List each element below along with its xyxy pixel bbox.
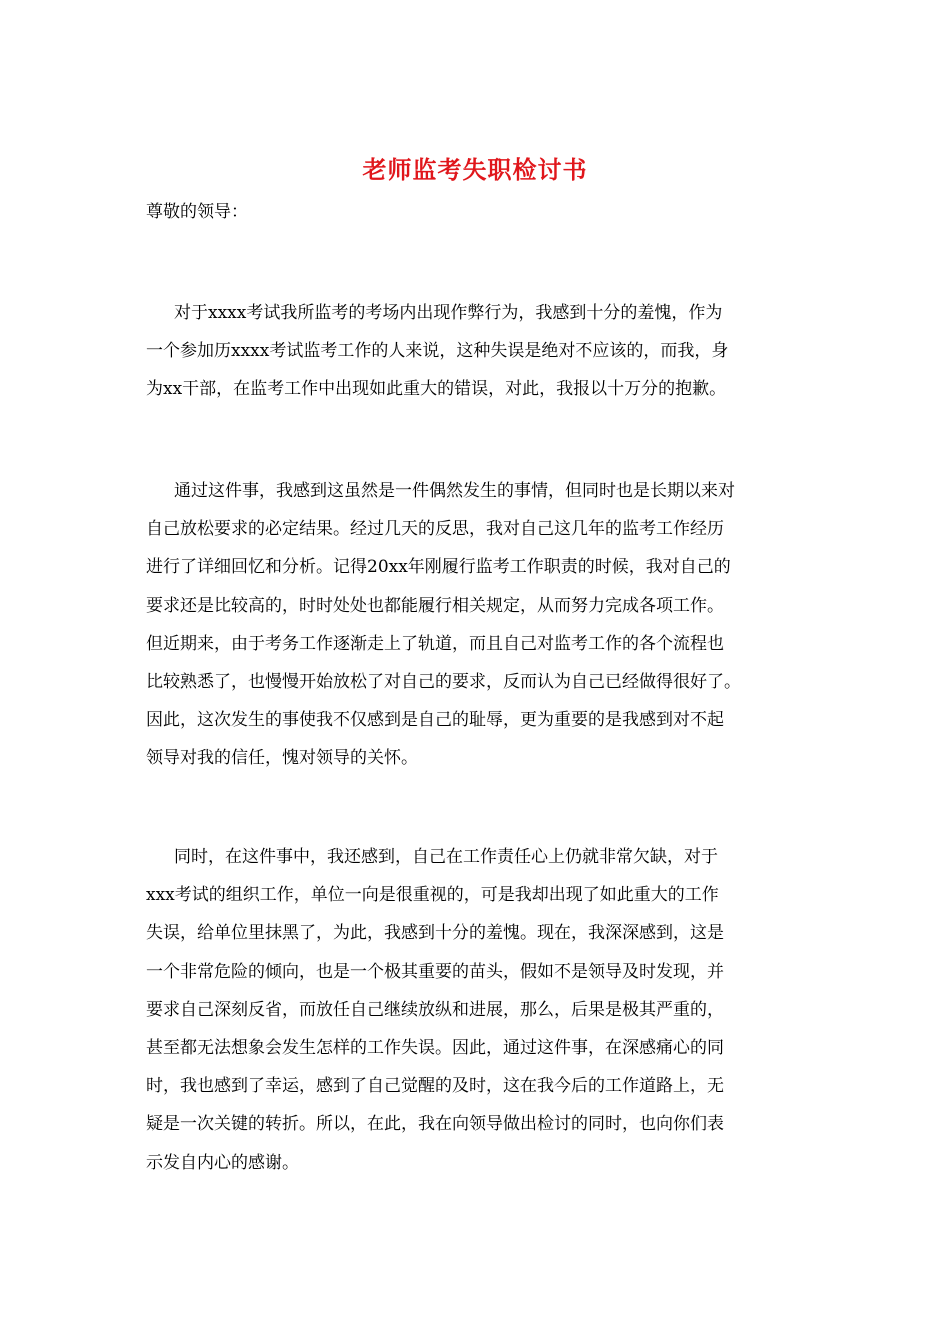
document-title: 老师监考失职检讨书 <box>362 155 588 184</box>
paragraph-line: 一个非常危险的倾向，也是一个极其重要的苗头，假如不是领导及时发现，并 <box>146 961 724 982</box>
paragraph-line: 同时，在这件事中，我还感到，自己在工作责任心上仍就非常欠缺，对于 <box>174 847 718 867</box>
paragraph-line: 为xx干部，在监考工作中出现如此重大的错误，对此，我报以十万分的抱歉。 <box>146 379 727 400</box>
paragraph-line: 甚至都无法想象会发生怎样的工作失误。因此，通过这件事，在深感痛心的同 <box>146 1038 724 1059</box>
paragraph-line: 一个参加历xxxx考试监考工作的人来说，这种失误是绝对不应该的，而我，身 <box>146 341 729 362</box>
paragraph-line: 要求自己深刻反省，而放任自己继续放纵和进展，那么，后果是极其严重的， <box>146 999 724 1020</box>
paragraph-line: 失误，给单位里抹黑了，为此，我感到十分的羞愧。现在，我深深感到，这是 <box>146 923 724 944</box>
paragraph-line: 因此，这次发生的事使我不仅感到是自己的耻辱，更为重要的是我感到对不起 <box>146 710 724 731</box>
paragraph-line: 进行了详细回忆和分析。记得20xx年刚履行监考工作职责的时候，我对自己的 <box>146 557 731 578</box>
paragraph-line: xxx考试的组织工作，单位一向是很重视的，可是我却出现了如此重大的工作 <box>146 885 719 906</box>
paragraph-line: 时，我也感到了幸运，感到了自己觉醒的及时，这在我今后的工作道路上，无 <box>146 1076 724 1097</box>
paragraph-line: 对于xxxx考试我所监考的考场内出现作弊行为，我感到十分的羞愧，作为 <box>174 303 723 323</box>
salutation: 尊敬的领导： <box>146 202 248 222</box>
paragraph-line: 示发自内心的感谢。 <box>146 1152 299 1173</box>
paragraph-1 <box>146 294 806 409</box>
paragraph-line: 但近期来，由于考务工作逐渐走上了轨道，而且自己对监考工作的各个流程也 <box>146 633 724 654</box>
paragraph-line: 疑是一次关键的转折。所以，在此，我在向领导做出检讨的同时，也向你们表 <box>146 1114 724 1135</box>
paragraph-line: 领导对我的信任，愧对领导的关怀。 <box>146 748 418 769</box>
paragraph-line: 要求还是比较高的，时时处处也都能履行相关规定，从而努力完成各项工作。 <box>146 595 724 616</box>
paragraph-line: 自己放松要求的必定结果。经过几天的反思，我对自己这几年的监考工作经历 <box>146 519 724 540</box>
paragraph-3 <box>146 838 806 1182</box>
paragraph-line: 比较熟悉了，也慢慢开始放松了对自己的要求，反而认为自己已经做得很好了。 <box>146 672 741 693</box>
paragraph-line: 通过这件事，我感到这虽然是一件偶然发生的事情，但同时也是长期以来对 <box>174 481 735 501</box>
paragraph-2 <box>146 472 806 778</box>
